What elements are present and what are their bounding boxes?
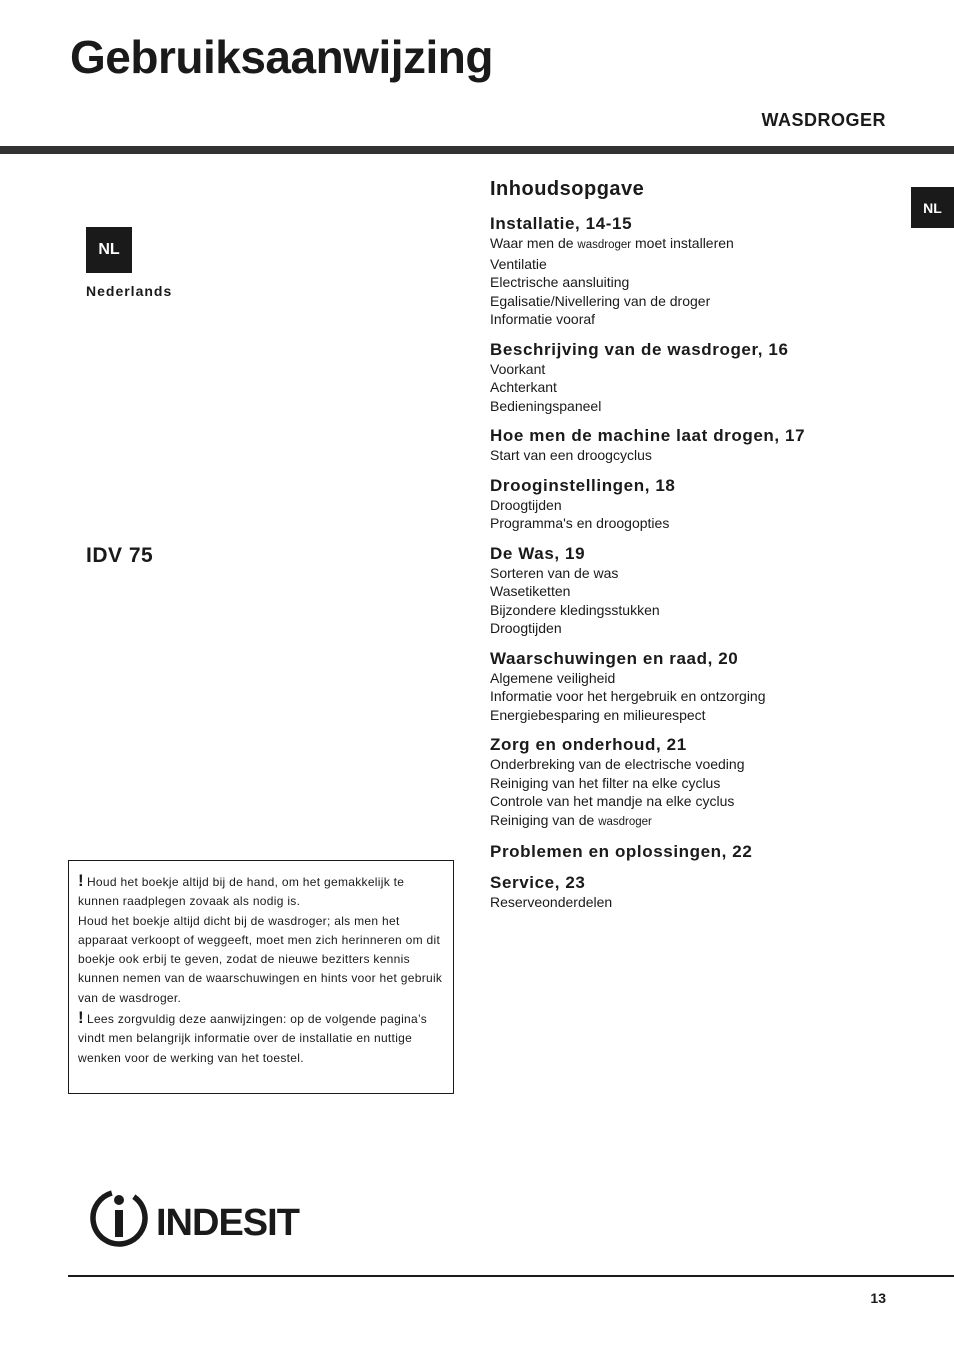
toc-item: Informatie voor het hergebruik en ontzorging xyxy=(490,688,766,704)
model-number: IDV 75 xyxy=(86,544,154,567)
toc-section-title: De Was, 19 xyxy=(490,543,586,563)
toc-item: Reiniging van het filter na elke cyclus xyxy=(490,774,721,791)
toc-item: Bedieningspaneel xyxy=(490,397,602,414)
toc-item: Reserveonderdelen xyxy=(490,894,613,910)
toc-section xyxy=(490,213,900,329)
toc-section xyxy=(490,339,900,416)
toc-section-title: Drooginstellingen, 18 xyxy=(490,475,676,495)
language-side-tab: NL xyxy=(911,187,954,228)
toc-section-title: Beschrijving van de wasdroger, 16 xyxy=(490,339,789,359)
toc-section-title: Zorg en onderhoud, 21 xyxy=(490,735,687,754)
header-divider xyxy=(0,146,954,154)
toc-section-title: Hoe men de machine laat drogen, 17 xyxy=(490,426,806,445)
toc-section xyxy=(490,648,900,725)
table-of-contents xyxy=(490,178,900,922)
language-name: Nederlands xyxy=(86,283,173,299)
toc-item: Electrische aansluiting xyxy=(490,274,630,290)
footer-divider xyxy=(68,1275,954,1277)
toc-section xyxy=(490,425,900,465)
toc-section xyxy=(490,841,900,862)
toc-item: Start van een droogcyclus xyxy=(490,447,652,463)
toc-item: Sorteren van de was xyxy=(490,564,619,581)
document-type-label: WASDROGER xyxy=(761,110,886,130)
toc-section xyxy=(490,872,900,912)
toc-section xyxy=(490,543,900,638)
notice-paragraph: ! Houd het boekje altijd bij de hand, om het gemakkelijk te kunnen raadplegen zovaak als nodig is. xyxy=(78,871,405,909)
toc-item: Ventilatie xyxy=(490,255,547,272)
toc-item: Programma's en droogopties xyxy=(490,515,670,531)
toc-item: Reiniging van de wasdroger xyxy=(490,811,652,828)
toc-item: Energiebesparing en milieurespect xyxy=(490,706,706,723)
page-number: 13 xyxy=(870,1290,886,1306)
exclamation-icon: ! xyxy=(78,871,84,890)
toc-item: Egalisatie/Nivellering van de droger xyxy=(490,292,711,309)
toc-item: Wasetiketten xyxy=(490,583,571,599)
toc-item: Algemene veiligheid xyxy=(490,669,616,686)
toc-item: Controle van het mandje na elke cyclus xyxy=(490,793,735,809)
toc-section-title: Problemen en oplossingen, 22 xyxy=(490,842,753,861)
toc-item: Droogtijden xyxy=(490,620,562,636)
toc-item: Informatie vooraf xyxy=(490,311,596,327)
brand-name: INDESIT xyxy=(156,1202,299,1244)
toc-item: Droogtijden xyxy=(490,496,562,513)
toc-section xyxy=(490,734,900,831)
toc-section-title: Service, 23 xyxy=(490,873,586,892)
notice-paragraph: Houd het boekje altijd dicht bij de wasdroger; als men het apparaat verkoopt of weggeeft, moet men zich herinneren om dit boekje ook erbij te geven, zodat de nieuwe bezitters kennis kunnen nemen van de waarschuwingen en hints voor het gebruik van de wasdroger. xyxy=(78,913,443,1005)
toc-sections xyxy=(490,213,900,912)
toc-item: Achterkant xyxy=(490,379,557,395)
language-badge: NL xyxy=(86,227,132,273)
page-title: Gebruiksaanwijzing xyxy=(70,31,493,83)
toc-item: Waar men de wasdroger moet installeren xyxy=(490,235,734,251)
indesit-logo xyxy=(88,1186,328,1250)
toc-item: Bijzondere kledingsstukken xyxy=(490,601,660,618)
toc-section xyxy=(490,475,900,533)
notice-box xyxy=(68,860,454,1094)
toc-heading: Inhoudsopgave xyxy=(490,178,645,200)
toc-item: Voorkant xyxy=(490,360,546,377)
toc-item: Onderbreking van de electrische voeding xyxy=(490,756,745,772)
toc-section-title: Waarschuwingen en raad, 20 xyxy=(490,648,739,668)
exclamation-icon: ! xyxy=(78,1008,84,1028)
toc-section-title: Installatie, 14-15 xyxy=(490,214,633,233)
notice-paragraph: ! Lees zorgvuldig deze aanwijzingen: op de volgende pagina’s vindt men belangrijk informatie over de installatie en nuttige wenken voor de werking van het toestel. xyxy=(78,1008,428,1065)
